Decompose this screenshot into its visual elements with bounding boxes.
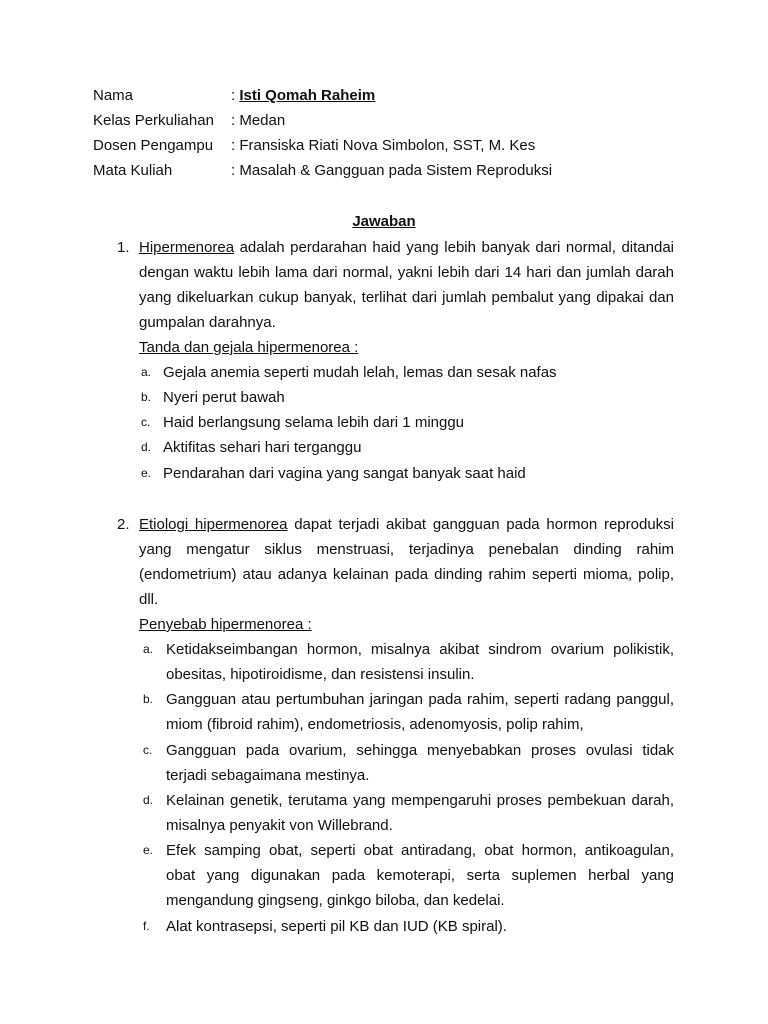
header-value: : Isti Qomah Raheim <box>231 87 376 104</box>
list-text: Kelainan genetik, terutama yang mempengaruhi proses pembekuan darah, misalnya penyakit von Willebrand. <box>166 792 674 834</box>
header-label: Nama <box>93 87 134 104</box>
list-letter: b. <box>141 390 152 404</box>
list-letter: d. <box>143 793 154 807</box>
answer-2-paragraph: Etiologi hipermenorea dapat terjadi akibat gangguan pada hormon reproduksi yang mengatur siklus menstruasi, terjadinya penebalan dinding rahim (endometrium) atau adanya kelainan pada dinding rahim seperti mioma, polip, dll. <box>139 516 674 608</box>
list-text: Efek samping obat, seperti obat antiradang, obat hormon, antikoagulan, obat yang digunakan pada kemoterapi, serta suplemen herbal yang mengandung gingseng, ginkgo biloba, dan kedelai. <box>166 842 674 909</box>
student-name: Isti Qomah Raheim <box>239 87 376 104</box>
list-letter: d. <box>141 440 152 454</box>
header-row-matkul <box>93 161 552 186</box>
list-number: 1. <box>117 239 130 256</box>
answer-1-subheading: Tanda dan gejala hipermenorea : <box>139 339 359 356</box>
list-number: 2. <box>117 516 130 533</box>
header-row-nama <box>93 86 552 111</box>
header-label: Dosen Pengampu <box>93 137 214 154</box>
list-text: Alat kontrasepsi, seperti pil KB dan IUD (KB spiral). <box>166 918 507 935</box>
list-text: Gangguan pada ovarium, sehingga menyebabkan proses ovulasi tidak terjadi sebagaimana mestinya. <box>166 742 674 784</box>
answer-1-paragraph: Hipermenorea adalah perdarahan haid yang lebih banyak dari normal, ditandai dengan waktu lebih lama dari normal, yakni lebih dari 14 hari dan jumlah darah yang dikeluarkan cukup banyak, terlihat dari jumlah pembalut yang dipakai dan gumpalan darahnya. <box>139 239 674 331</box>
header-value: : Fransiska Riati Nova Simbolon, SST, M. Kes <box>231 137 536 154</box>
page-title: Jawaban <box>352 213 416 230</box>
list-letter: f. <box>143 919 150 933</box>
list-text: Aktifitas sehari hari terganggu <box>163 439 362 456</box>
header-row-dosen <box>93 136 552 161</box>
list-text: Gejala anemia seperti mudah lelah, lemas dan sesak nafas <box>163 364 557 381</box>
list-text: Haid berlangsung selama lebih dari 1 minggu <box>163 414 465 431</box>
term: Hipermenorea <box>139 239 235 256</box>
header-row-kelas <box>93 111 552 136</box>
header-label: Kelas Perkuliahan <box>93 112 214 129</box>
header-label: Mata Kuliah <box>93 162 173 179</box>
list-letter: e. <box>143 843 154 857</box>
term: Etiologi hipermenorea <box>139 516 288 533</box>
list-text: Pendarahan dari vagina yang sangat banyak saat haid <box>163 465 526 482</box>
list-letter: c. <box>141 415 151 429</box>
list-text: Nyeri perut bawah <box>163 389 285 406</box>
list-text: Gangguan atau pertumbuhan jaringan pada rahim, seperti radang panggul, miom (fibroid rahim), endometriosis, adenomyosis, polip rahim, <box>166 691 674 733</box>
list-letter: e. <box>141 466 152 480</box>
header-value: : Masalah & Gangguan pada Sistem Reproduksi <box>231 162 553 179</box>
list-text: Ketidakseimbangan hormon, misalnya akibat sindrom ovarium polikistik, obesitas, hipotiroidisme, dan resistensi insulin. <box>166 641 674 683</box>
list-letter: a. <box>143 642 154 656</box>
header-value: : Medan <box>231 112 286 129</box>
list-letter: b. <box>143 692 154 706</box>
answer-2-subheading: Penyebab hipermenorea : <box>139 616 312 633</box>
list-letter: a. <box>141 365 152 379</box>
list-letter: c. <box>143 743 153 757</box>
header-block <box>93 86 552 186</box>
